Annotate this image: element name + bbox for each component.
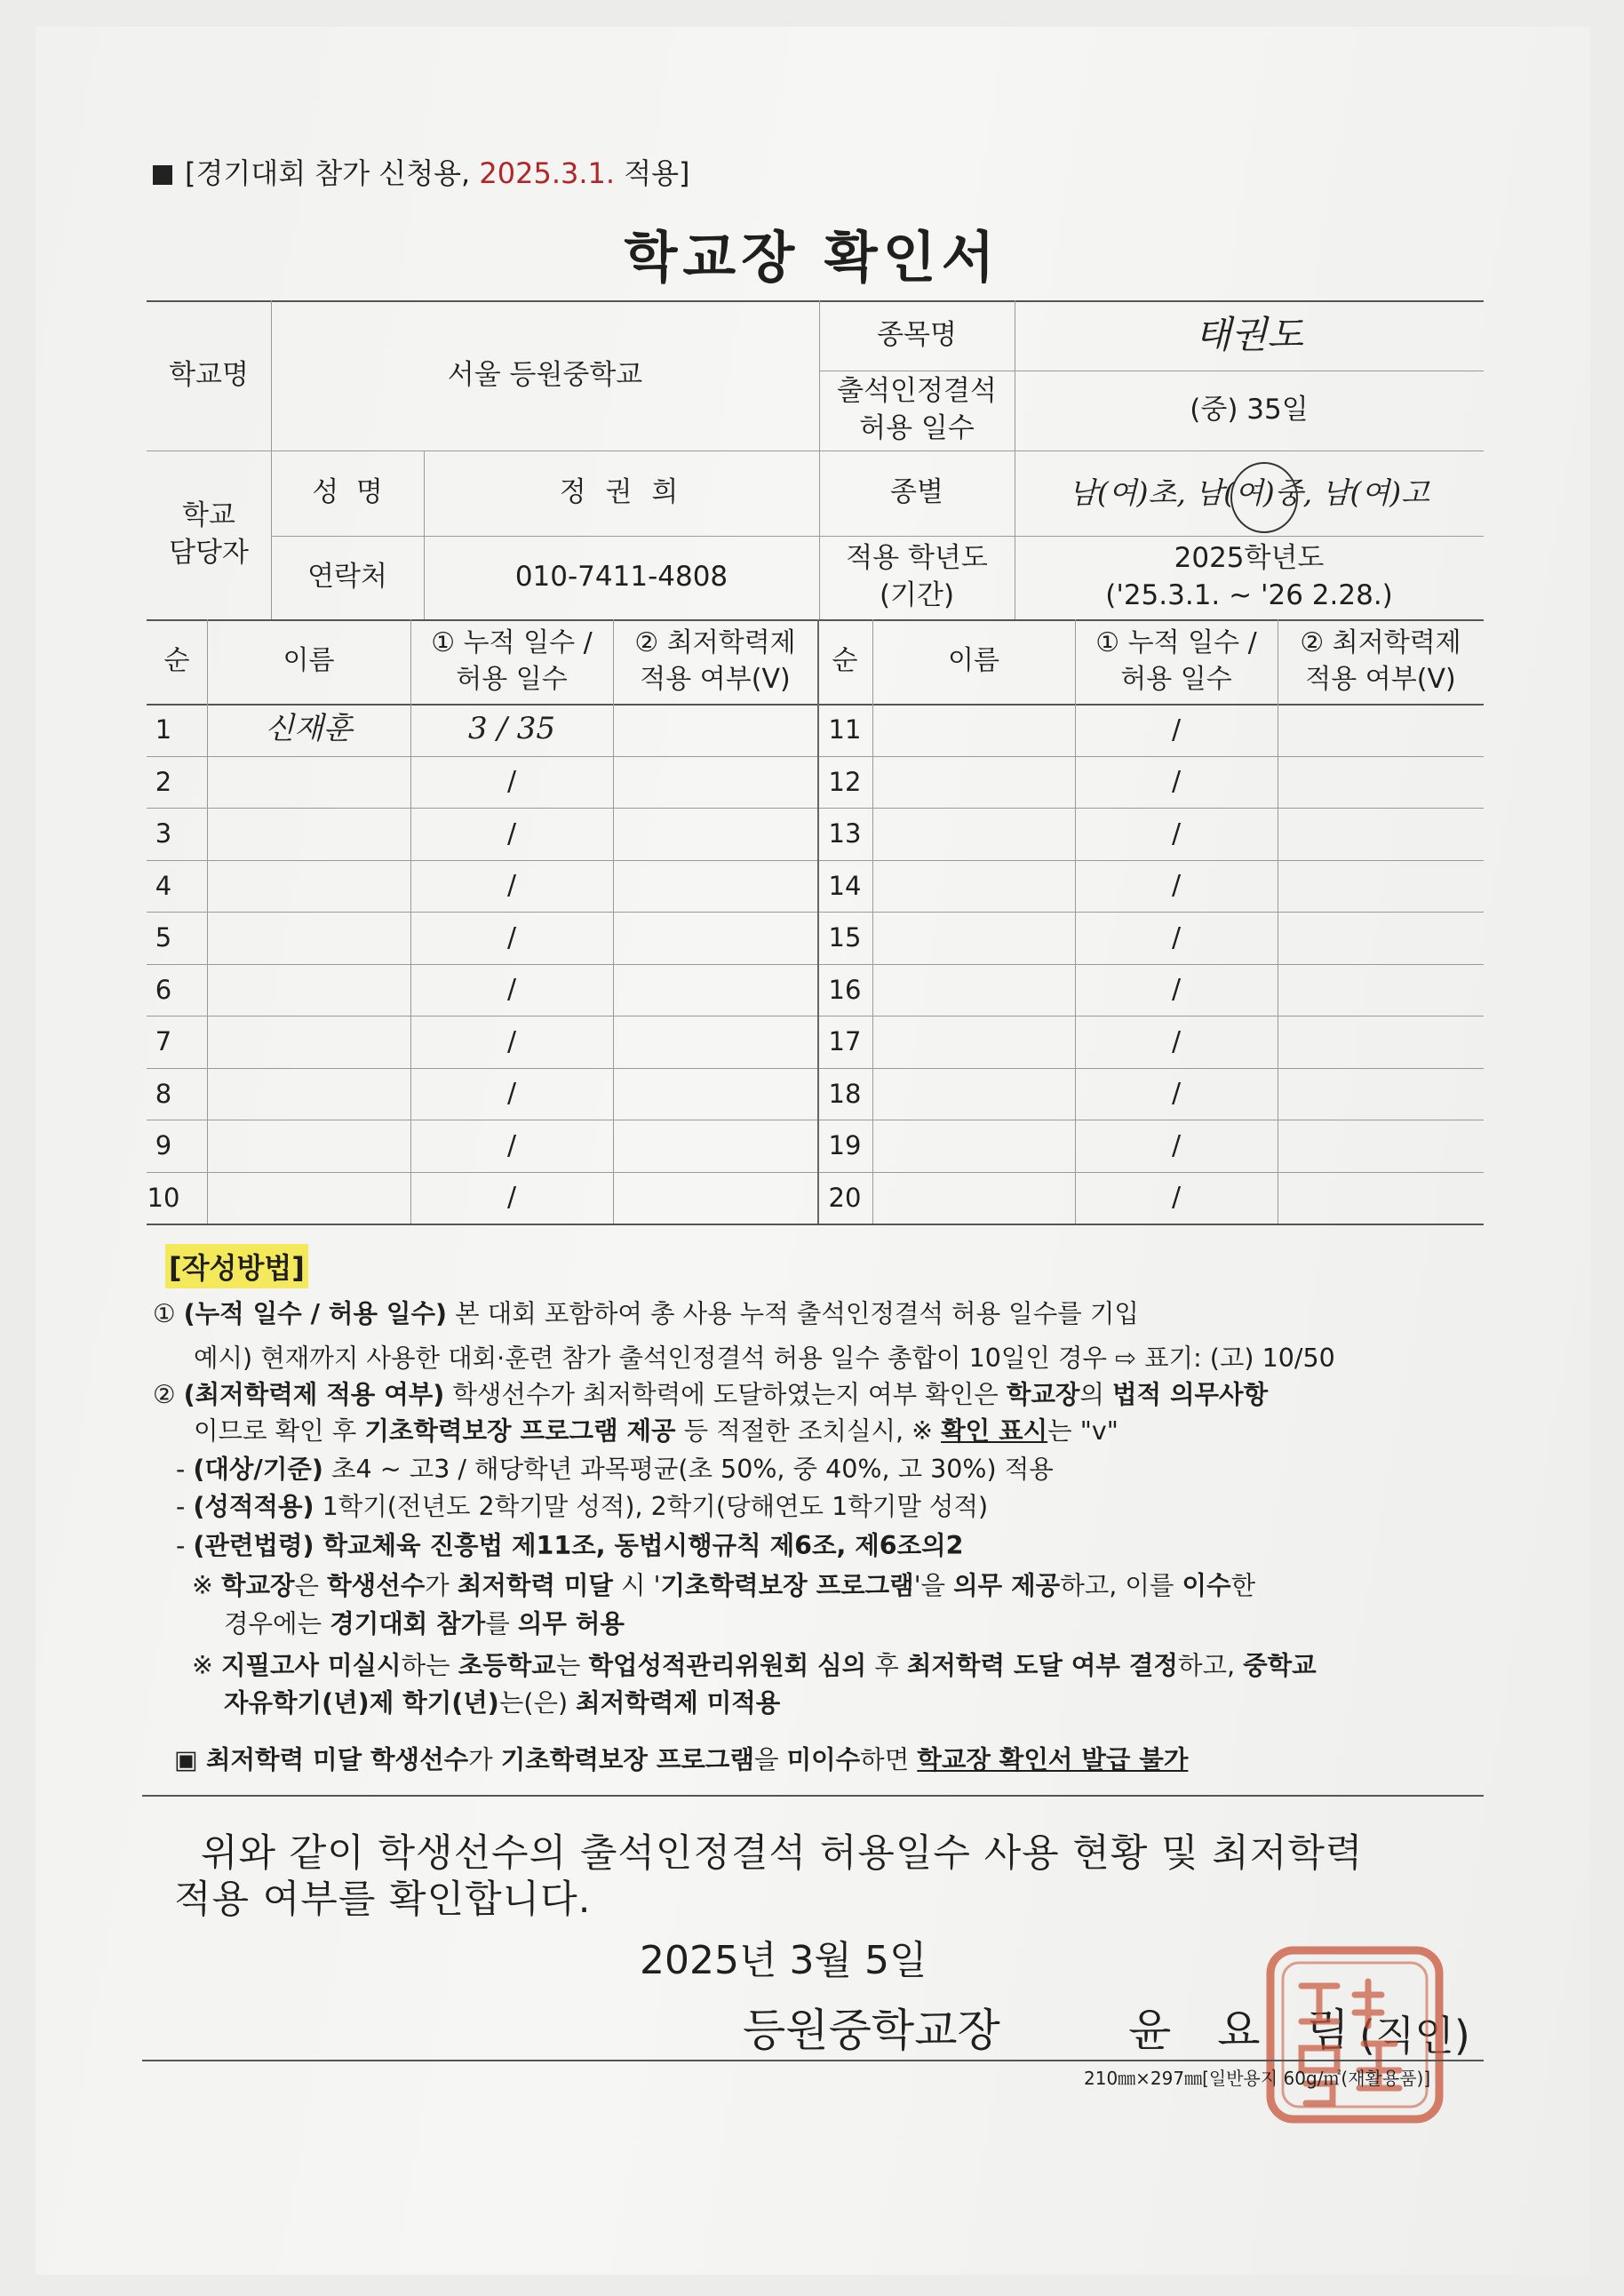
method-line-5: - (대상/기준) 초4 ~ 고3 / 해당학년 과목평균(초 50%, 중 40%, 고 30%) 적용 <box>176 1455 1054 1484</box>
table-row-line <box>147 912 1484 913</box>
method-line-4: 이므로 확인 후 기초학력보장 프로그램 제공 등 적절한 조치실시, ※ 확인 표시는 "v" <box>194 1416 1118 1446</box>
paper-spec-note: 210㎜×297㎜[일반용지 60g/㎡(재활용품)] <box>1084 2068 1431 2089</box>
row-number: 4 <box>155 870 172 901</box>
manager-name-label: 성 명 <box>312 476 383 509</box>
event-label: 종목명 <box>877 318 957 351</box>
statement-line-2: 적용 여부를 확인합니다. <box>174 1877 592 1922</box>
method-line-8: ※ 학교장은 학생선수가 최저학력 미달 시 '기초학력보장 프로그램'을 의무 제공하고, 이를 이수한 <box>192 1571 1256 1600</box>
year-label-line2: (기간) <box>879 579 955 611</box>
header-days-line2: 허용 일수 <box>1120 663 1232 695</box>
contact-label: 연락처 <box>307 561 387 594</box>
allowed-days-label <box>819 371 1015 450</box>
gender-label: 종별 <box>890 476 943 509</box>
left-header-no: 순 <box>163 645 190 677</box>
method-line-6: - (성적적용) 1학기(전년도 2학기말 성적), 2학기(당해연도 1학기말 성적) <box>176 1492 989 1521</box>
method-line-10: ※ 지필고사 미실시하는 초등학교는 학업성적관리위원회 심의 후 최저학력 도달 여부 결정하고, 중학교 <box>192 1651 1317 1680</box>
gender-circle-mark <box>1230 462 1298 533</box>
header-days-line1: ① 누적 일수 / <box>431 627 593 658</box>
method-line-2: 예시) 현재까지 사용한 대회·훈련 참가 출석인정결석 허용 일수 총합이 10일인 경우 ⇨ 표기: (고) 10/50 <box>194 1343 1335 1373</box>
signer-title: 등원중학교장 <box>743 2005 1000 2056</box>
row-number: 17 <box>828 1026 862 1057</box>
days-used: / <box>1171 1182 1182 1214</box>
header-min-line2: 적용 여부(V) <box>640 663 791 695</box>
signature-bottom-border <box>142 2060 1484 2061</box>
header-min-line1: ② 최저학력제 <box>634 627 796 658</box>
table-column-line <box>613 619 614 1224</box>
days-used: 3 / 35 <box>468 711 555 747</box>
row-number: 6 <box>155 974 172 1005</box>
row-number: 16 <box>828 974 862 1005</box>
right-header-no: 순 <box>832 645 858 677</box>
row-number: 13 <box>828 818 862 849</box>
seal-note: (직인) <box>1359 2012 1470 2060</box>
row-number: 11 <box>828 714 862 745</box>
square-bullet-icon <box>153 165 172 185</box>
days-used: / <box>1171 1129 1182 1161</box>
method-line-7: - (관련법령) 학교체육 진흥법 제11조, 동법시행규칙 제6조, 제6조의2 <box>176 1531 964 1560</box>
year-value <box>1015 536 1484 619</box>
row-number: 12 <box>828 766 862 797</box>
days-used: / <box>506 921 517 953</box>
year-value-line2: ('25.3.1. ~ '26 2.28.) <box>1105 579 1393 611</box>
days-used: / <box>1171 870 1182 902</box>
header-days-line2: 허용 일수 <box>456 663 568 695</box>
event-value: 태권도 <box>1195 313 1303 357</box>
table-column-line <box>872 619 873 1224</box>
table-row-line <box>147 808 1484 809</box>
days-used: / <box>1171 714 1182 745</box>
table-row-line <box>147 1068 1484 1069</box>
right-header-min-score <box>1278 619 1484 704</box>
left-header-name: 이름 <box>283 645 335 677</box>
header-date: 2025.3.1. <box>479 156 616 190</box>
days-used: / <box>506 817 517 849</box>
signer-name: 윤 요 림 <box>1128 2005 1365 2056</box>
manager-label <box>147 450 271 619</box>
right-header-days <box>1075 619 1278 704</box>
days-used: / <box>1171 766 1182 798</box>
row-number: 2 <box>155 766 172 797</box>
year-label <box>819 536 1015 619</box>
table-row-line <box>147 1224 1484 1225</box>
days-used: / <box>506 766 517 798</box>
row-number: 8 <box>155 1078 172 1109</box>
days-used: / <box>506 1182 517 1214</box>
row-number: 19 <box>828 1130 862 1161</box>
method-line-11: 자유학기(년)제 학기(년)는(은) 최저학력제 미적용 <box>224 1688 781 1718</box>
statement-line-1: 위와 같이 학생선수의 출석인정결석 허용일수 사용 현황 및 최저학력 <box>201 1831 1364 1876</box>
days-used: / <box>506 870 517 902</box>
row-number: 1 <box>155 714 172 745</box>
manager-label-line2: 담당자 <box>169 537 249 569</box>
table-row-line <box>147 964 1484 965</box>
method-line-9: 경우에는 경기대회 참가를 의무 허용 <box>224 1609 625 1638</box>
header-min-line1: ② 최저학력제 <box>1300 627 1461 658</box>
header-note <box>153 151 690 192</box>
allowed-days-label-line1: 출석인정결석 <box>837 375 997 408</box>
school-name-label: 학교명 <box>169 358 249 391</box>
student-name: 신재훈 <box>265 711 353 747</box>
left-header-min-score <box>613 619 817 704</box>
method-line-12: ▣ 최저학력 미달 학생선수가 기초학력보장 프로그램을 미이수하면 학교장 확인서 발급 불가 <box>174 1745 1189 1774</box>
days-used: / <box>1171 1025 1182 1057</box>
method-title: [작성방법] <box>165 1244 308 1288</box>
days-used: / <box>1171 921 1182 953</box>
row-number: 14 <box>828 870 862 901</box>
table-row-line <box>147 756 1484 757</box>
table-row-line <box>147 1172 1484 1173</box>
header-min-line2: 적용 여부(V) <box>1305 663 1456 695</box>
gender-value: 남(여)초, 남(여)중, 남(여)고 <box>1068 474 1430 510</box>
header-days-line1: ① 누적 일수 / <box>1095 627 1257 658</box>
official-seal-stamp <box>1262 1941 1448 2128</box>
school-name-value: 서울 등원중학교 <box>447 358 643 391</box>
method-bottom-border <box>142 1795 1484 1797</box>
method-line-3: ② (최저학력제 적용 여부) 학생선수가 최저학력에 도달하였는지 여부 확인은 학교장의 법적 의무사항 <box>153 1380 1269 1409</box>
row-number: 7 <box>155 1026 172 1057</box>
header-prefix: [경기대회 참가 신청용, <box>185 156 480 190</box>
method-line-1: ① (누적 일수 / 허용 일수) 본 대회 포함하여 총 사용 누적 출석인정결석 허용 일수를 기입 <box>153 1299 1139 1328</box>
row-number: 3 <box>155 818 172 849</box>
days-used: / <box>1171 1078 1182 1110</box>
year-label-line1: 적용 학년도 <box>846 542 988 575</box>
row-number: 5 <box>155 922 172 953</box>
row-number: 10 <box>147 1182 180 1213</box>
allowed-days-label-line2: 허용 일수 <box>859 412 975 444</box>
left-header-days <box>410 619 613 704</box>
days-used: / <box>506 1078 517 1110</box>
year-value-line1: 2025학년도 <box>1174 542 1325 575</box>
days-used: / <box>506 1025 517 1057</box>
row-number: 18 <box>828 1078 862 1109</box>
row-number: 15 <box>828 922 862 953</box>
days-used: / <box>506 1129 517 1161</box>
document-title: 학교장 확인서 <box>624 225 1000 290</box>
contact-value: 010-7411-4808 <box>514 561 728 594</box>
right-header-name: 이름 <box>948 645 999 677</box>
row-number: 20 <box>828 1182 862 1213</box>
row-number: 9 <box>155 1130 172 1161</box>
table-row-line <box>147 860 1484 861</box>
manager-name-value: 정 권 희 <box>559 476 684 509</box>
issue-date: 2025년 3월 5일 <box>640 1938 927 1983</box>
days-used: / <box>1171 974 1182 1006</box>
days-used: / <box>1171 817 1182 849</box>
manager-label-line1: 학교 <box>182 499 235 532</box>
header-suffix: 적용] <box>615 156 690 190</box>
days-used: / <box>506 974 517 1006</box>
allowed-days-value: (중) 35일 <box>1190 394 1309 427</box>
